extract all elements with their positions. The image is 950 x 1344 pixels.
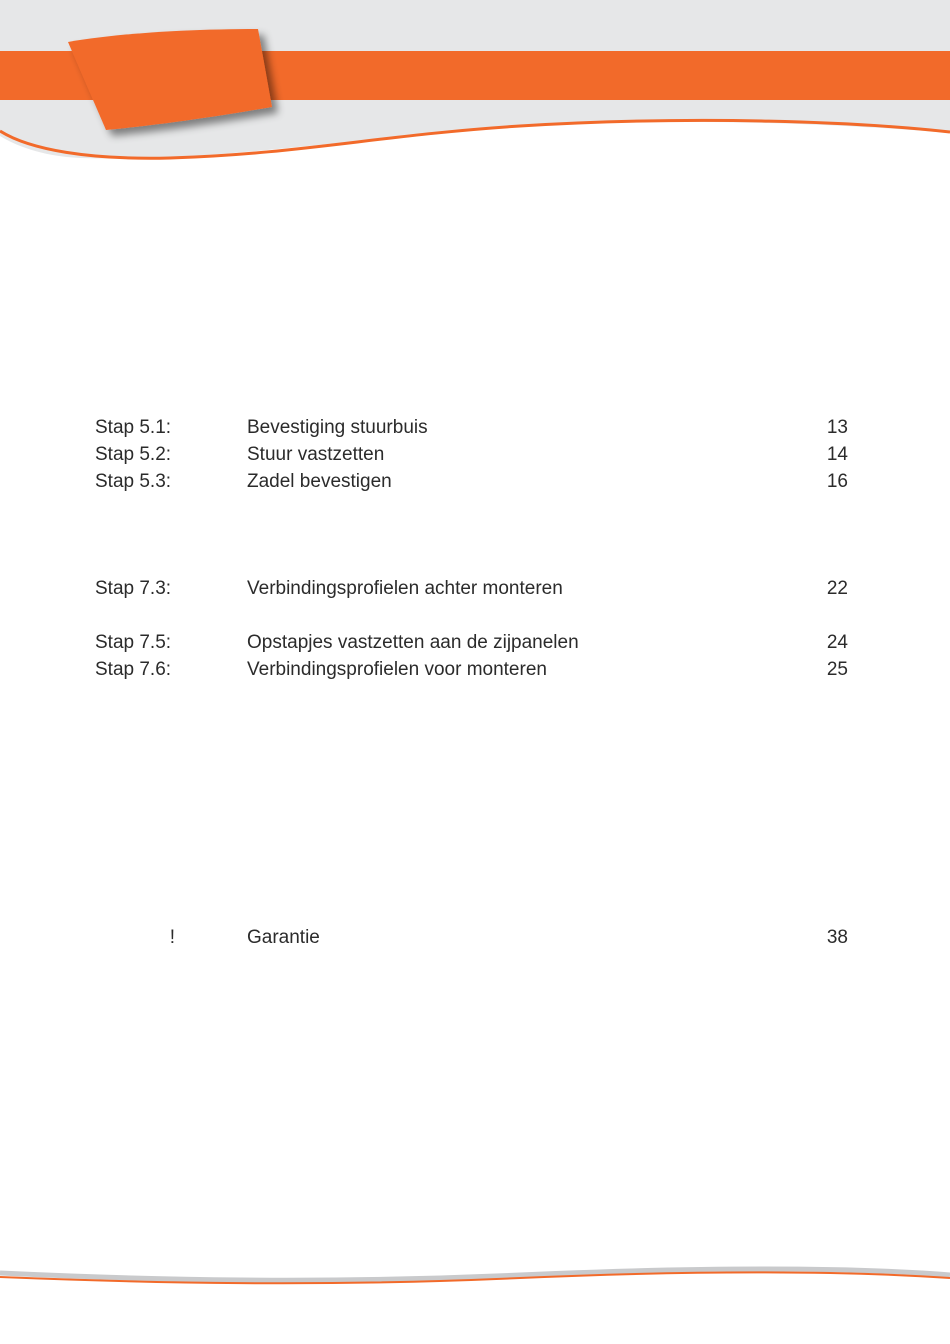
toc-step-label: Stap 7.6:: [95, 659, 172, 680]
toc-entry[interactable]: [0, 924, 950, 951]
toc-page-number: 38: [826, 927, 848, 948]
toc-entry[interactable]: [0, 414, 950, 441]
toc-step-label: Stap 5.2:: [95, 444, 172, 465]
toc-step-label: !: [169, 927, 175, 948]
toc-page-number: 22: [826, 578, 848, 599]
toc-entry[interactable]: [0, 468, 950, 495]
toc-entry[interactable]: [0, 575, 950, 602]
toc-entry-title: Zadel bevestigen: [247, 471, 392, 492]
toc-step-label: Stap 7.3:: [95, 578, 172, 599]
toc-entry-title: Opstapjes vastzetten aan de zijpanelen: [247, 632, 579, 653]
toc-step-label: Stap 5.1:: [95, 417, 172, 438]
toc-entry[interactable]: [0, 656, 950, 683]
toc-entry-title: Verbindingsprofielen voor monteren: [247, 659, 547, 680]
toc-entry[interactable]: [0, 441, 950, 468]
footer-decoration: [0, 1250, 950, 1300]
toc-page-number: 16: [826, 471, 848, 492]
toc-entry-title: Garantie: [247, 927, 320, 948]
toc-entry-title: Bevestiging stuurbuis: [247, 417, 428, 438]
toc-page-number: 13: [826, 417, 848, 438]
toc-page-number: 24: [826, 632, 848, 653]
toc-step-label: Stap 7.5:: [95, 632, 172, 653]
toc-entry[interactable]: [0, 629, 950, 656]
toc-entry-title: Verbindingsprofielen achter monteren: [247, 578, 563, 599]
toc-entry-title: Stuur vastzetten: [247, 444, 385, 465]
toc-page-number: 14: [826, 444, 848, 465]
toc-page-number: 25: [826, 659, 848, 680]
toc-step-label: Stap 5.3:: [95, 471, 172, 492]
